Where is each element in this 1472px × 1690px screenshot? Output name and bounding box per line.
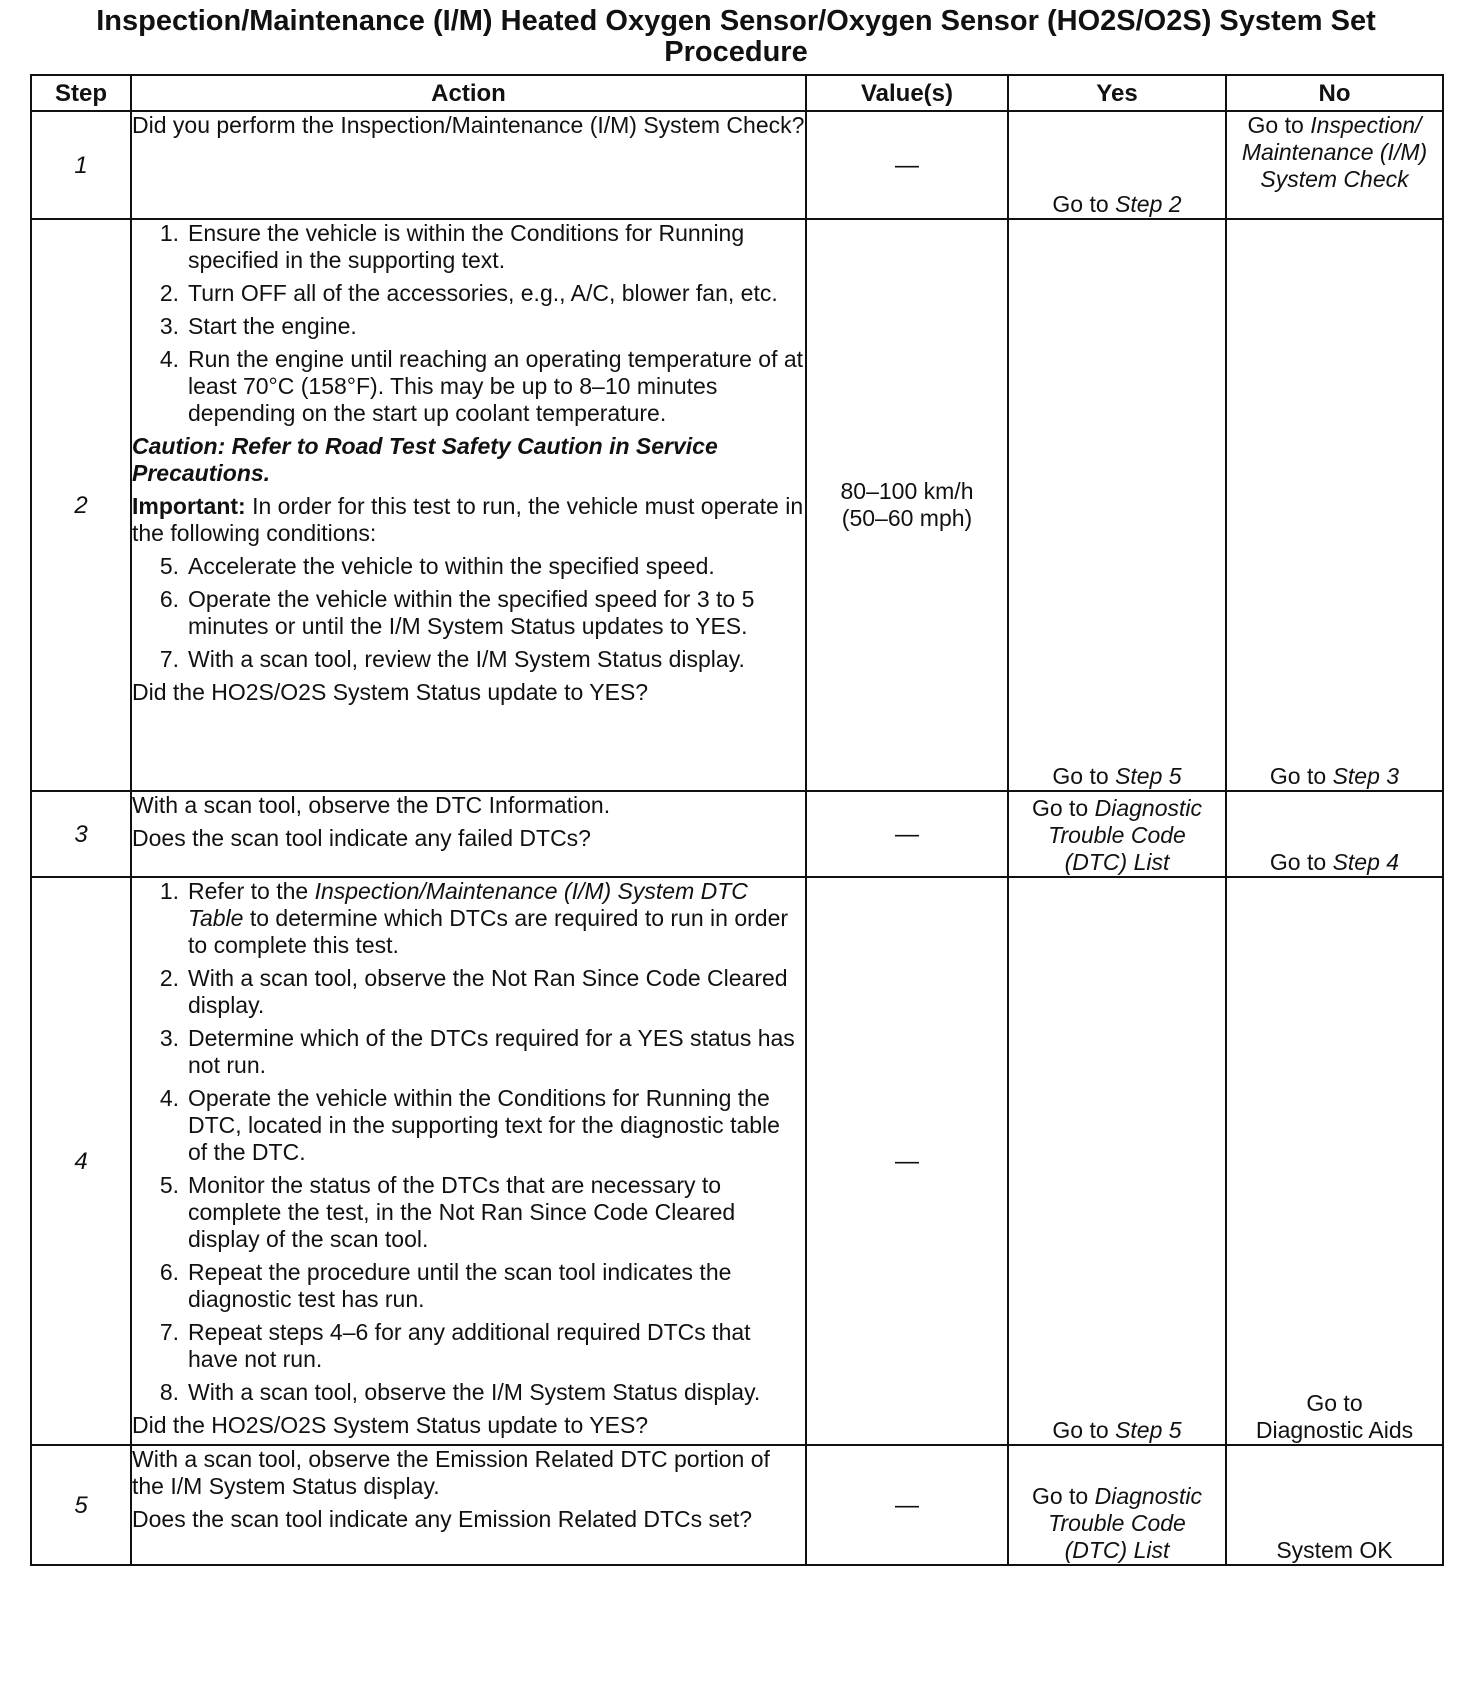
- yes-link[interactable]: Diagnostic Trouble Code (DTC) List: [1048, 795, 1203, 875]
- header-no: No: [1226, 75, 1443, 111]
- header-values: Value(s): [806, 75, 1008, 111]
- yes-link[interactable]: Step 2: [1115, 191, 1182, 217]
- action-cell: [131, 877, 806, 1445]
- action-question: Does the scan tool indicate any failed DTCs?: [132, 825, 591, 851]
- value-cell: —: [806, 111, 1008, 219]
- no-line-1: Go to: [1306, 1390, 1363, 1416]
- list-item: 7. With a scan tool, review the I/M System Status display.: [159, 646, 745, 672]
- important-text: In order for this test to run, the vehicle must operate in the following conditions:: [132, 493, 804, 546]
- no-cell: System OK: [1226, 1445, 1443, 1565]
- no-prefix: Go to: [1269, 849, 1333, 875]
- value-cell: —: [806, 791, 1008, 877]
- header-action: Action: [131, 75, 806, 111]
- yes-cell: [1008, 219, 1226, 791]
- action-instruction: With a scan tool, observe the Emission Related DTC portion of the I/M System Status display.: [132, 1446, 770, 1499]
- yes-cell: [1008, 791, 1226, 877]
- list-item: 2. Turn OFF all of the accessories, e.g., A/C, blower fan, etc.: [159, 280, 778, 306]
- list-item: 4. Run the engine until reaching an operating temperature of at least 70°C (158°F). This may be up to 8–10 minutes depending on the start up coolant temperature.: [159, 346, 804, 426]
- action-question: Did the HO2S/O2S System Status update to YES?: [132, 679, 649, 705]
- header-step: Step: [31, 75, 131, 111]
- list-item: 8. With a scan tool, observe the I/M System Status display.: [159, 1379, 761, 1405]
- action-list-b: [132, 553, 805, 673]
- yes-cell: [1008, 111, 1226, 219]
- no-cell: [1226, 219, 1443, 791]
- no-prefix: Go to: [1269, 763, 1333, 789]
- list-item: 3. Determine which of the DTCs required for a YES status has not run.: [159, 1025, 795, 1078]
- no-line-2[interactable]: Diagnostic Aids: [1255, 1417, 1414, 1443]
- yes-link[interactable]: Step 5: [1115, 1417, 1182, 1443]
- yes-prefix: Go to: [1052, 1417, 1116, 1443]
- list-item: 4. Operate the vehicle within the Conditions for Running the DTC, located in the supporting text for the diagnostic table of the DTC.: [159, 1085, 780, 1165]
- dtc-table-link[interactable]: Inspection/Maintenance (I/M) System DTC Table: [188, 878, 748, 931]
- procedure-table: [30, 74, 1444, 1566]
- step-number: 4: [31, 877, 131, 1445]
- table-row-step-4: [31, 877, 1443, 1445]
- yes-prefix: Go to: [1031, 1483, 1095, 1509]
- action-cell: [131, 1445, 806, 1565]
- document-title: [0, 6, 1472, 68]
- action-cell: [131, 111, 806, 219]
- table-row-step-2: [31, 219, 1443, 791]
- title-line-2: Procedure: [664, 36, 808, 68]
- list-item: 5. Monitor the status of the DTCs that are necessary to complete the test, in the Not Ran Since Code Cleared display of the scan tool.: [159, 1172, 736, 1252]
- list-item: 2. With a scan tool, observe the Not Ran Since Code Cleared display.: [159, 965, 788, 1018]
- yes-prefix: Go to: [1052, 191, 1116, 217]
- important-label: Important:: [132, 493, 246, 519]
- value-cell: —: [806, 1445, 1008, 1565]
- no-link[interactable]: Step 4: [1332, 849, 1400, 875]
- action-list-a: [132, 220, 805, 427]
- step-number: 2: [31, 219, 131, 791]
- important-note: [132, 493, 805, 547]
- value-line-1: 80–100 km/h: [840, 478, 974, 504]
- yes-link[interactable]: Diagnostic Trouble Code (DTC) List: [1048, 1483, 1203, 1563]
- list-item: 6. Repeat the procedure until the scan tool indicates the diagnostic test has run.: [159, 1259, 732, 1312]
- no-cell: [1226, 791, 1443, 877]
- no-cell: [1226, 111, 1443, 219]
- step-number: 1: [31, 111, 131, 219]
- value-line-2: (50–60 mph): [841, 505, 973, 531]
- step-number: 5: [31, 1445, 131, 1565]
- table-row-step-5: [31, 1445, 1443, 1565]
- yes-cell: [1008, 877, 1226, 1445]
- no-prefix: Go to: [1247, 112, 1311, 138]
- no-cell: [1226, 877, 1443, 1445]
- no-link[interactable]: Step 3: [1332, 763, 1400, 789]
- table-row-step-1: [31, 111, 1443, 219]
- no-link[interactable]: Inspection/ Maintenance (I/M) System Check: [1241, 112, 1428, 192]
- yes-cell: [1008, 1445, 1226, 1565]
- action-question: Does the scan tool indicate any Emission Related DTCs set?: [132, 1506, 753, 1532]
- value-cell: —: [806, 877, 1008, 1445]
- table-header-row: [31, 75, 1443, 111]
- list-item: 6. Operate the vehicle within the specified speed for 3 to 5 minutes or until the I/M System Status updates to YES.: [159, 586, 755, 639]
- caution-note: Caution: Refer to Road Test Safety Caution in Service Precautions.: [132, 433, 718, 486]
- action-instruction: With a scan tool, observe the DTC Information.: [132, 792, 611, 818]
- list-item: 1. Refer to the Inspection/Maintenance (I/M) System DTC Table to determine which DTCs are required to run in order to complete this test.: [159, 878, 789, 958]
- action-question: Did you perform the Inspection/Maintenance (I/M) System Check?: [132, 112, 805, 138]
- action-cell: [131, 791, 806, 877]
- step-number: 3: [31, 791, 131, 877]
- yes-prefix: Go to: [1052, 763, 1116, 789]
- table-row-step-3: [31, 791, 1443, 877]
- value-cell: [806, 219, 1008, 791]
- title-line-1: Inspection/Maintenance (I/M) Heated Oxygen Sensor/Oxygen Sensor (HO2S/O2S) System Set: [96, 5, 1376, 37]
- action-list: [132, 878, 805, 1406]
- list-item: 7. Repeat steps 4–6 for any additional required DTCs that have not run.: [159, 1319, 751, 1372]
- yes-prefix: Go to: [1031, 795, 1095, 821]
- list-item: 3. Start the engine.: [159, 313, 357, 339]
- header-yes: Yes: [1008, 75, 1226, 111]
- yes-link[interactable]: Step 5: [1115, 763, 1182, 789]
- action-question: Did the HO2S/O2S System Status update to YES?: [132, 1412, 649, 1438]
- action-cell: [131, 219, 806, 791]
- list-item: 1. Ensure the vehicle is within the Conditions for Running specified in the supporting text.: [159, 220, 745, 273]
- list-item: 5. Accelerate the vehicle to within the specified speed.: [159, 553, 715, 579]
